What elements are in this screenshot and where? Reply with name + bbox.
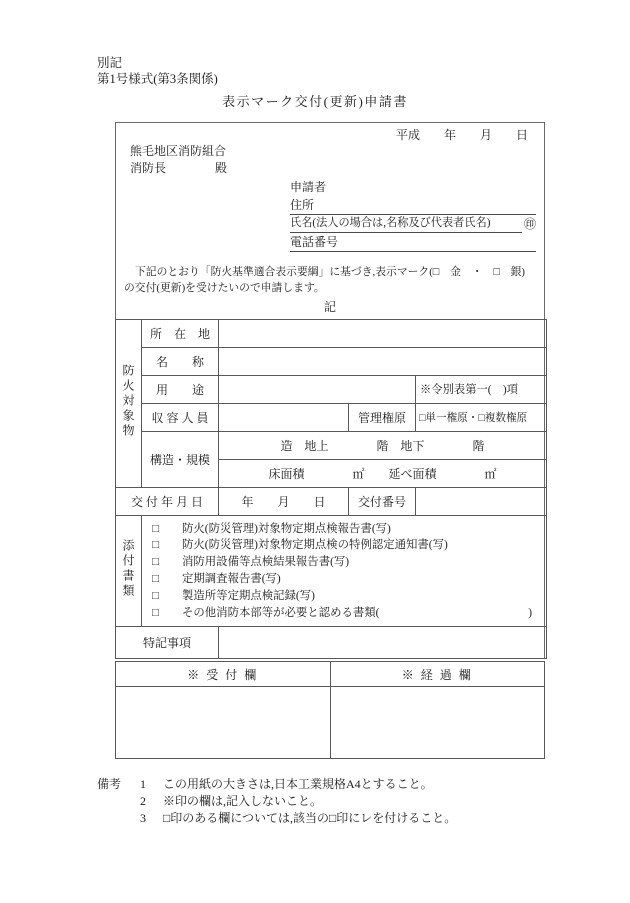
top-annotations — [97, 0, 630, 88]
attachment-label: 製造所等定期点検記録(写) — [182, 589, 315, 602]
attachment-item — [152, 537, 540, 554]
name-field — [219, 347, 547, 375]
remark-item — [140, 793, 456, 810]
attachment-label: その他消防本部等が必要と認める書類( — [182, 606, 380, 619]
location-label: 所 在 地 — [142, 319, 219, 347]
target-group-cell — [116, 319, 142, 487]
attachment-label: 定期調査報告書(写) — [182, 572, 281, 585]
remark-number: 3 — [140, 811, 146, 826]
document-title: 表示マーク交付(更新)申請書 — [222, 93, 408, 109]
table-row-issue-date — [116, 487, 547, 515]
checkbox-icon: □ — [152, 556, 159, 569]
target-group-label: 防火対象物 — [121, 363, 135, 439]
issue-date-label: 交 付 年 月 日 — [116, 487, 219, 515]
use-field — [219, 375, 416, 403]
attachment-label: 防火(防災管理)対象物定期点検報告書(写) — [182, 522, 391, 535]
recipient-title: 消防長 — [130, 160, 167, 175]
issue-date-field: 年 月 日 — [219, 487, 349, 515]
application-form-box — [115, 122, 545, 660]
capacity-label: 収 容 人 員 — [142, 403, 219, 431]
remark-item — [140, 810, 456, 827]
location-field — [219, 319, 547, 347]
table-row-capacity — [116, 403, 547, 431]
applicant-block — [290, 178, 536, 252]
authority-options: □単一権原・□複数権原 — [416, 403, 547, 431]
progress-field — [330, 687, 545, 759]
remark-text: ※印の欄は,記入しないこと。 — [163, 794, 323, 809]
stamps-table — [115, 661, 545, 759]
special-notes-label: 特記事項 — [116, 627, 219, 659]
recipient-organization: 熊毛地区消防組合 — [130, 144, 227, 159]
recipient-line — [130, 160, 530, 177]
attachment-close-paren: ) — [528, 606, 532, 619]
remarks-label: 備考 — [97, 777, 122, 792]
use-note: ※令別表第一( )項 — [416, 375, 547, 403]
attachment-item — [152, 521, 540, 538]
special-notes-field — [219, 627, 547, 659]
checkbox-icon: □ — [152, 589, 159, 602]
structure-line2: 床面積 ㎡ 延べ面積 ㎡ — [219, 459, 547, 487]
table-row-name — [116, 347, 547, 375]
attachment-item — [152, 571, 540, 588]
date-line: 平成 年 月 日 — [395, 127, 528, 142]
table-row-use — [116, 375, 547, 403]
ki-heading: 記 — [323, 299, 336, 314]
address-field: 住所 — [290, 196, 536, 215]
remark-text: □印のある欄については,該当の□印にレを付けること。 — [163, 811, 457, 826]
attachments-group-label: 添付書類 — [121, 538, 135, 599]
remark-number: 1 — [140, 777, 146, 792]
form-table — [115, 319, 547, 660]
attachment-item — [152, 605, 540, 622]
request-text-line2: の交付(更新)を受けたいので申請します。 — [124, 282, 325, 295]
remark-text: この用紙の大きさは,日本工業規格A4とすること。 — [163, 777, 433, 792]
request-paragraph — [124, 264, 536, 296]
checkbox-icon: □ — [152, 606, 159, 619]
remark-item — [140, 776, 456, 793]
attachment-label: 防火(防災管理)対象物定期点検の特例認定通知書(写) — [182, 539, 448, 552]
remark-number: 2 — [140, 794, 146, 809]
authority-label: 管理権原 — [349, 403, 416, 431]
seal-mark-icon: ㊞ — [523, 217, 536, 232]
table-row-attachments — [116, 515, 547, 627]
stamps-body-row — [116, 687, 545, 759]
issue-no-field — [416, 487, 547, 515]
name-field-label: 氏名(法人の場合は,名称及び代表者氏名) — [290, 215, 522, 233]
attachments-list — [142, 515, 547, 627]
name-label: 名 称 — [142, 347, 219, 375]
remarks-block — [97, 776, 630, 827]
request-text-line1: 下記のとおり「防火基準適合表示要綱」に基づき,表示マーク(□ 金 ・ □ 銀) — [135, 266, 526, 279]
attachment-item — [152, 588, 540, 605]
reception-field — [116, 687, 331, 759]
phone-field: 電話番号 — [290, 233, 536, 252]
table-row-location — [116, 319, 547, 347]
stamps-header-row — [116, 662, 545, 687]
table-row-special-notes — [116, 627, 547, 659]
checkbox-icon: □ — [152, 539, 159, 552]
form-header — [116, 123, 544, 253]
remarks-items — [140, 776, 456, 827]
progress-column-label: ※ 経 過 欄 — [330, 662, 545, 687]
use-label: 用 途 — [142, 375, 219, 403]
attachment-label: 消防用設備等点検結果報告書(写) — [182, 556, 350, 569]
name-field — [290, 215, 536, 233]
form-code: 第1号様式(第3条関係) — [97, 72, 218, 87]
recipient-honorific: 殿 — [215, 160, 228, 175]
checkbox-icon: □ — [152, 572, 159, 585]
structure-line1: 造 地上 階 地下 階 — [219, 431, 547, 459]
table-row-structure-1 — [116, 431, 547, 459]
applicant-label: 申請者 — [290, 180, 327, 195]
capacity-field — [219, 403, 349, 431]
checkbox-icon: □ — [152, 522, 159, 535]
attachments-group-cell — [116, 515, 142, 627]
reception-column-label: ※ 受 付 欄 — [116, 662, 331, 687]
margin-note: 別記 — [97, 56, 123, 70]
issue-no-label: 交付番号 — [349, 487, 416, 515]
attachment-item — [152, 554, 540, 571]
structure-label: 構造・規模 — [142, 431, 219, 487]
